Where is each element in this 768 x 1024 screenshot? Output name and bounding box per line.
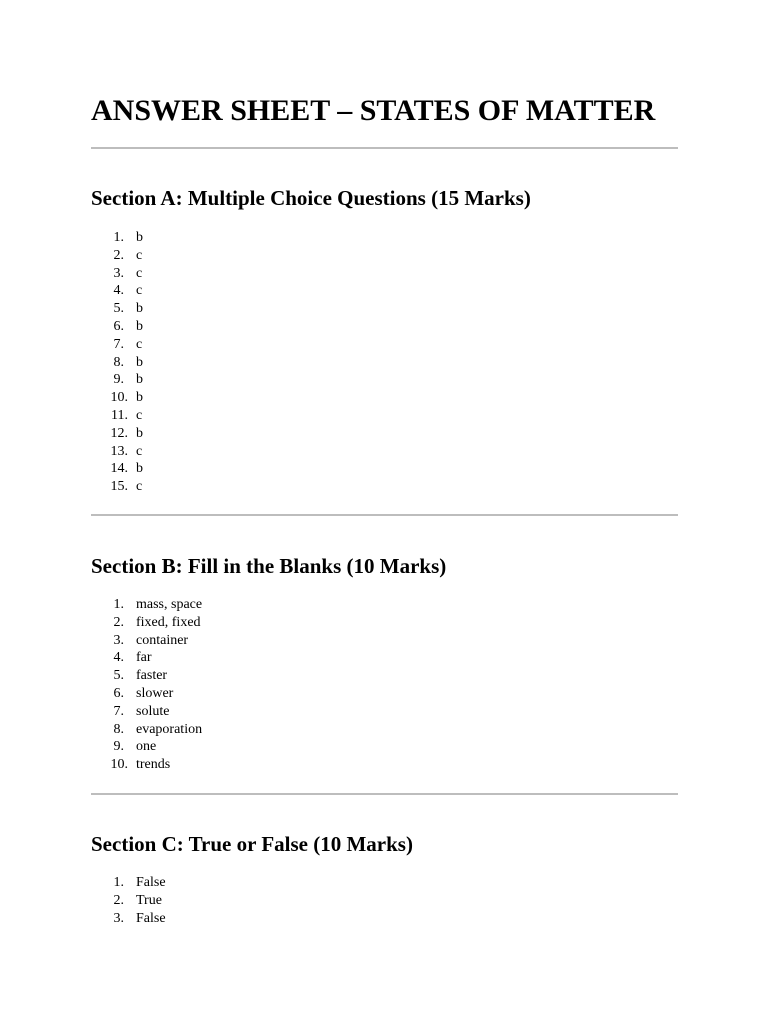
- answer-number: 7.: [113, 703, 124, 719]
- divider: [91, 793, 678, 795]
- answer-item: [91, 614, 202, 632]
- answer-item: [91, 282, 143, 300]
- section-c-heading: Section C: True or False (10 Marks): [91, 832, 413, 856]
- answer-text: b: [136, 372, 143, 388]
- answer-text: b: [136, 301, 143, 317]
- section-a-heading: Section A: Multiple Choice Questions (15 Marks): [91, 186, 531, 210]
- answer-text: faster: [136, 668, 168, 684]
- answer-number: 6.: [113, 685, 124, 701]
- divider: [91, 514, 678, 516]
- answer-item: [91, 685, 202, 703]
- answer-item: [91, 371, 143, 389]
- page-title: ANSWER SHEET – STATES OF MATTER: [91, 94, 656, 127]
- answer-number: 11.: [111, 407, 128, 423]
- answer-number: 3.: [113, 265, 124, 281]
- answer-text: trends: [136, 757, 171, 773]
- answer-number: 8.: [113, 721, 124, 737]
- answer-text: b: [136, 230, 143, 245]
- answer-item: [91, 649, 202, 667]
- answer-text: c: [136, 336, 143, 352]
- answer-number: 9.: [113, 372, 124, 388]
- answer-text: c: [136, 247, 143, 263]
- answer-item: [91, 247, 143, 265]
- answer-item: [91, 874, 166, 892]
- answer-text: far: [136, 650, 152, 666]
- answer-number: 9.: [113, 739, 124, 755]
- answer-text: b: [136, 318, 143, 334]
- section-b-answers: [91, 596, 202, 774]
- answer-text: b: [136, 425, 143, 441]
- answer-number: 2.: [113, 247, 124, 263]
- answer-number: 7.: [113, 336, 124, 352]
- answer-text: solute: [136, 703, 170, 719]
- answer-number: 10.: [110, 757, 128, 773]
- answer-number: 4.: [113, 650, 124, 666]
- answer-item: [91, 892, 166, 910]
- answer-item: [91, 721, 202, 739]
- answer-item: [91, 478, 143, 496]
- answer-text: slower: [136, 685, 174, 701]
- answer-item: [91, 354, 143, 372]
- answer-item: [91, 336, 143, 354]
- answer-number: 15.: [110, 479, 128, 495]
- answer-text: True: [136, 892, 162, 908]
- answer-number: 2.: [113, 892, 124, 908]
- answer-item: [91, 425, 143, 443]
- answer-text: one: [136, 739, 157, 755]
- answer-text: b: [136, 390, 143, 406]
- answer-item: [91, 756, 202, 774]
- answer-text: False: [136, 875, 166, 890]
- answer-text: evaporation: [136, 721, 203, 737]
- answer-item: [91, 318, 143, 336]
- answer-text: c: [136, 283, 143, 299]
- answer-item: [91, 596, 202, 614]
- answer-text: c: [136, 443, 143, 459]
- answer-number: 3.: [113, 910, 124, 926]
- section-a-answers: [91, 229, 143, 496]
- answer-item: [91, 300, 143, 318]
- answer-item: [91, 229, 143, 247]
- answer-number: 5.: [113, 301, 124, 317]
- answer-text: c: [136, 265, 143, 281]
- answer-item: [91, 738, 202, 756]
- answer-text: fixed, fixed: [136, 614, 201, 630]
- answer-number: 12.: [110, 425, 128, 441]
- answer-item: [91, 460, 143, 478]
- answer-item: [91, 910, 166, 928]
- answer-text: container: [136, 632, 189, 648]
- answer-text: b: [136, 354, 143, 370]
- answer-number: 10.: [110, 390, 128, 406]
- divider: [91, 147, 678, 149]
- answer-item: [91, 443, 143, 461]
- answer-item: [91, 389, 143, 407]
- answer-number: 2.: [113, 614, 124, 630]
- answer-number: 1.: [113, 597, 124, 612]
- answer-number: 14.: [110, 461, 128, 477]
- answer-item: [91, 667, 202, 685]
- answer-number: 8.: [113, 354, 124, 370]
- answer-number: 6.: [113, 318, 124, 334]
- section-c-answers: [91, 874, 166, 927]
- answer-item: [91, 703, 202, 721]
- answer-number: 5.: [113, 668, 124, 684]
- answer-text: c: [136, 407, 143, 423]
- answer-number: 1.: [113, 230, 124, 245]
- answer-text: mass, space: [136, 597, 203, 612]
- answer-text: False: [136, 910, 166, 926]
- answer-number: 3.: [113, 632, 124, 648]
- answer-number: 4.: [113, 283, 124, 299]
- answer-text: b: [136, 461, 143, 477]
- answer-item: [91, 265, 143, 283]
- answer-item: [91, 632, 202, 650]
- answer-number: 1.: [113, 875, 124, 890]
- answer-item: [91, 407, 143, 425]
- answer-number: 13.: [110, 443, 128, 459]
- section-b-heading: Section B: Fill in the Blanks (10 Marks): [91, 554, 447, 578]
- answer-text: c: [136, 479, 143, 495]
